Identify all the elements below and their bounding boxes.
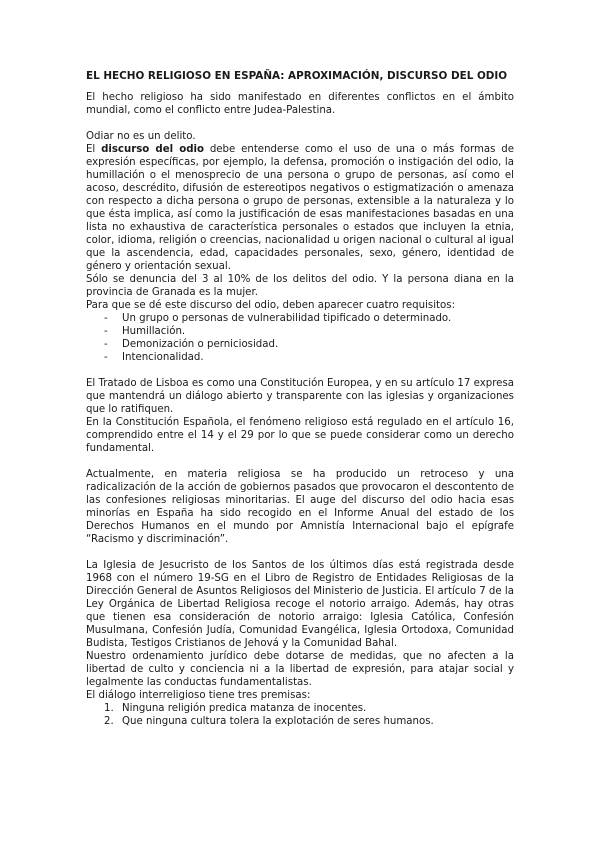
paragraph-actualmente: Actualmente, en materia religiosa se ha producido un retroceso y una radicalización de la acción de gobiernos pasados que provocaron el descontento de las confesiones religiosas minoritarias. El auge del discurso del odio hacia esas minorías en España ha sido recogido en el Informe Anual del estado de los Derechos Humanos en el mundo por Amnistía Internacional bajo el epígrafe “Racismo y discriminación”. xyxy=(86,469,514,545)
list-item: - Intencionalidad. xyxy=(104,351,514,364)
paragraph-denuncia: Sólo se denuncia del 3 al 10% de los delitos del odio. Y la persona diana en la provincia de Granada es la mujer. xyxy=(86,274,514,298)
list-number: 1. xyxy=(104,703,114,714)
definition-keyword: discurso del odio xyxy=(101,144,205,155)
paragraph-definition xyxy=(86,143,514,273)
definition-text: debe entenderse como el uso de una o más formas de expresión específicas, por ejemplo, la defensa, promoción o instigación del odio, la humillación o el menosprecio de una persona o grupo de personas, así como el acoso, descrédito, difusión de estereotipos negativos o estigmatización o amenaza con respecto a dicha persona o grupo de personas, extensible a la naturaleza y lo que ésta implica, así como la justificación de esas manifestaciones basadas en una lista no exhaustiva de característica personales o estados que incluyen la etnia, color, idioma, religión o creencias, nacionalidad u origen nacional o cultural al igual que la ascendencia, edad, capacidades personales, sexo, género, identidad de género y orientación sexual. xyxy=(86,144,514,272)
paragraph-iglesia: La Iglesia de Jesucristo de los Santos de los últimos días está registrada desde 1968 con el número 19-SG en el Libro de Registro de Entidades Religiosas de la Dirección General de Asuntos Religiosos del Ministerio de Justicia. El artículo 7 de la Ley Orgánica de Libertad Religiosa recoge el notorio arraigo. Además, hay otras que tienen esa consideración de notorio arraigo: Iglesia Católica, Confesión Musulmana, Confesión Judía, Comunidad Evangélica, Iglesia Ortodoxa, Comunidad Budista, Testigos Cristianos de Jehová y la Comunidad Bahal. xyxy=(86,560,514,649)
paragraph-lisboa: El Tratado de Lisboa es como una Constitución Europea, y en su artículo 17 expresa que mantendrá un diálogo abierto y transparente con las iglesias y organizaciones que lo ratifiquen. xyxy=(86,378,514,415)
paragraph-requisitos-intro: Para que se dé este discurso del odio, deben aparecer cuatro requisitos: xyxy=(86,300,456,311)
list-text: Que ninguna cultura tolera la explotación de seres humanos. xyxy=(122,716,434,727)
premisas-list xyxy=(86,702,514,728)
paragraph-ordenamiento: Nuestro ordenamiento jurídico debe dotarse de medidas, que no afecten a la libertad de culto y conciencia ni a la libertad de expresión, para atajar social y legalmente las conductas fundamentalistas. xyxy=(86,651,514,688)
list-item: - Humillación. xyxy=(104,325,514,338)
requisitos-list xyxy=(86,312,514,364)
document-title: EL HECHO RELIGIOSO EN ESPAÑA: APROXIMACIÓN, DISCURSO DEL ODIO xyxy=(86,70,508,82)
paragraph-delito: Odiar no es un delito. xyxy=(86,131,196,142)
list-item: - Un grupo o personas de vulnerabilidad tipificado o determinado. xyxy=(104,312,514,325)
paragraph-dialogo-intro: El diálogo interreligioso tiene tres premisas: xyxy=(86,690,311,701)
list-text: Ninguna religión predica matanza de inocentes. xyxy=(122,703,367,714)
definition-prefix: El xyxy=(86,144,102,155)
document-body xyxy=(86,70,514,728)
list-item xyxy=(104,702,514,715)
paragraph-constitucion: En la Constitución Española, el fenómeno religioso está regulado en el artículo 16, comprendido entre el 14 y el 29 por lo que se puede considerar como un derecho fundamental. xyxy=(86,417,514,454)
list-item xyxy=(104,715,514,728)
list-item: - Demonización o perniciosidad. xyxy=(104,338,514,351)
paragraph-intro: El hecho religioso ha sido manifestado en diferentes conflictos en el ámbito mundial, como el conflicto entre Judea-Palestina. xyxy=(86,92,514,116)
list-number: 2. xyxy=(104,716,114,727)
